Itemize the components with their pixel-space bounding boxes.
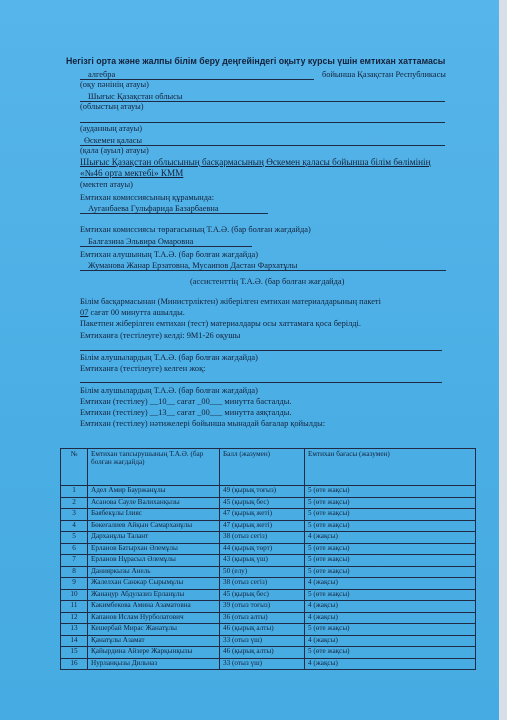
table-row bbox=[61, 486, 476, 498]
exam-end-line: Емтихан (тестілеу) __13__ сағат _00___ минутта аяқталды. bbox=[80, 408, 292, 417]
city-value: Өскемен қаласы bbox=[84, 136, 143, 145]
region-value: Шығыс Қазақстан облысы bbox=[88, 92, 183, 101]
subject-caption: (оқу пәнінің атауы) bbox=[80, 80, 149, 89]
student-name: Данияркызы Анель bbox=[88, 566, 220, 578]
commission-value: Ауганбаева Гульфарида Базарбаевна bbox=[88, 204, 219, 213]
grade: 5 (өте жақсы) bbox=[305, 520, 476, 532]
grade: 4 (жақсы) bbox=[305, 635, 476, 647]
protocol-heading: Негізгі орта және жалпы білім беру деңгейіндегі оқыту курсы үшін емтихан хаттамасы bbox=[66, 56, 446, 66]
open-hour: 07 bbox=[80, 308, 89, 317]
student-name: Какимбекова Амина Азаматовна bbox=[88, 601, 220, 613]
row-number: 2 bbox=[61, 497, 88, 509]
grade: 4 (жақсы) bbox=[305, 612, 476, 624]
arrived-line: Емтиханға (тестілеуге) келді: 9М1-26 оқушы bbox=[80, 331, 241, 340]
arrived-names-line bbox=[80, 350, 442, 351]
grade: 5 (өте жақсы) bbox=[305, 509, 476, 521]
score: 46 (қырық алты) bbox=[220, 624, 305, 636]
student-name: Қайырдина Айзере Жарқынқызы bbox=[88, 647, 220, 659]
row-number: 12 bbox=[61, 612, 88, 624]
learner-caption-2: Білім алушылардың Т.А.Ә. (бар болған жағдайда) bbox=[80, 386, 258, 395]
school-name-line1: Шығыс Қазақстан облысының басқармасының Өскемен қаласы бойынша білім бөлімінің bbox=[80, 157, 431, 167]
learner-caption-1: Білім алушылардың Т.А.Ә. (бар болған жағдайда) bbox=[80, 353, 258, 362]
table-row bbox=[61, 635, 476, 647]
score: 45 (қырық бес) bbox=[220, 497, 305, 509]
student-name: Ерланов Батырхан Әлемұлы bbox=[88, 543, 220, 555]
grade: 5 (өте жақсы) bbox=[305, 486, 476, 498]
assistant-caption: (ассистенттің Т.А.Ә. (бар болған жағдайда) bbox=[190, 277, 345, 286]
table-row bbox=[61, 612, 476, 624]
student-name: Жалелхан Санжар Сырымұлы bbox=[88, 578, 220, 590]
examiner-line bbox=[80, 270, 446, 271]
student-name: Ерланов Нұрасыл Әлемұлы bbox=[88, 555, 220, 567]
student-name: Асанова Сауле Валиханқызы bbox=[88, 497, 220, 509]
table-row bbox=[61, 589, 476, 601]
commission-label: Емтихан комиссиясының құрамында: bbox=[80, 193, 215, 202]
grade: 5 (өте жақсы) bbox=[305, 624, 476, 636]
table-row bbox=[61, 509, 476, 521]
materials-line3: Пакетпен жіберілген емтихан (тест) материалдары осы хаттамаға қоса берілді. bbox=[80, 319, 361, 328]
score: 47 (қырық жеті) bbox=[220, 520, 305, 532]
row-number: 4 bbox=[61, 520, 88, 532]
row-number: 1 bbox=[61, 486, 88, 498]
table-row bbox=[61, 658, 476, 670]
row-number: 16 bbox=[61, 658, 88, 670]
row-number: 9 bbox=[61, 578, 88, 590]
scanner-edge bbox=[499, 0, 507, 720]
table-row bbox=[61, 578, 476, 590]
city-caption: (қала (ауыл) атауы) bbox=[80, 146, 149, 155]
grade: 5 (өте жақсы) bbox=[305, 589, 476, 601]
score: 33 (отыз үш) bbox=[220, 635, 305, 647]
table-row bbox=[61, 520, 476, 532]
header-number: № bbox=[61, 449, 88, 486]
row-number: 6 bbox=[61, 543, 88, 555]
score: 36 (отыз алты) bbox=[220, 612, 305, 624]
student-name: Кешербай Мирас Жанатұлы bbox=[88, 624, 220, 636]
chair-label: Емтихан комиссиясы төрағасының Т.А.Ә. (бар болған жағдайда) bbox=[80, 225, 311, 234]
score: 46 (қырық алты) bbox=[220, 647, 305, 659]
header-grade: Емтихан бағасы (жазумен) bbox=[305, 449, 476, 486]
row-number: 10 bbox=[61, 589, 88, 601]
score: 39 (отыз тоғыз) bbox=[220, 601, 305, 613]
region-caption: (облыстың атауы) bbox=[80, 102, 144, 111]
examiner-value: Жуманова Жанар Ерзатовна, Мусаипов Дастан Фархатұлы bbox=[88, 261, 298, 270]
absent-line: Емтиханға (тестілеуге) келген жоқ: bbox=[80, 364, 206, 373]
subject-suffix: бойынша Қазақстан Республикасы bbox=[322, 70, 446, 79]
district-line bbox=[80, 122, 445, 123]
student-name: Капанов Ислам Нурболатович bbox=[88, 612, 220, 624]
student-name: Дарханұлы Талант bbox=[88, 532, 220, 544]
table-header-row bbox=[61, 449, 476, 486]
grade: 5 (өте жақсы) bbox=[305, 555, 476, 567]
score: 44 (қырық төрт) bbox=[220, 543, 305, 555]
student-name: Бөкеғалиев Айқын Самарханұлы bbox=[88, 520, 220, 532]
chair-line bbox=[80, 246, 252, 247]
score: 38 (отыз сегіз) bbox=[220, 578, 305, 590]
results-table-body bbox=[61, 486, 476, 670]
table-row bbox=[61, 555, 476, 567]
school-name-line2: «№46 орта мектебі» КММ bbox=[80, 168, 184, 178]
school-caption: (мектеп атауы) bbox=[80, 180, 133, 189]
row-number: 11 bbox=[61, 601, 88, 613]
examiner-label: Емтихан алушының Т.А.Ә. (бар болған жағдайда) bbox=[80, 250, 259, 259]
commission-line bbox=[80, 213, 268, 214]
table-row bbox=[61, 647, 476, 659]
header-score: Балл (жазумен) bbox=[220, 449, 305, 486]
student-name: Жанаңур Абдулазиз Ерланұлы bbox=[88, 589, 220, 601]
table-row bbox=[61, 601, 476, 613]
grade: 4 (жақсы) bbox=[305, 532, 476, 544]
absent-names-line bbox=[80, 382, 442, 383]
student-name: Қанатұлы Азамат bbox=[88, 635, 220, 647]
table-row bbox=[61, 566, 476, 578]
chair-value: Балгазина Эльвира Омаровна bbox=[88, 237, 194, 246]
score: 38 (отыз сегіз) bbox=[220, 532, 305, 544]
score: 45 (қырық бес) bbox=[220, 589, 305, 601]
student-name: Нурланқызы Дильназ bbox=[88, 658, 220, 670]
row-number: 8 bbox=[61, 566, 88, 578]
table-row bbox=[61, 624, 476, 636]
results-table bbox=[60, 448, 476, 670]
opened-text: сағат 00 минутта ашылды. bbox=[90, 308, 185, 317]
row-number: 14 bbox=[61, 635, 88, 647]
results-line: Емтихан (тестілеу) нәтижелері бойынша мынадай бағалар қойылды: bbox=[80, 419, 326, 428]
score: 33 (отыз үш) bbox=[220, 658, 305, 670]
score: 49 (қырық тоғыз) bbox=[220, 486, 305, 498]
materials-line2 bbox=[80, 308, 185, 318]
student-name: Адел Амир Бауржанұлы bbox=[88, 486, 220, 498]
row-number: 15 bbox=[61, 647, 88, 659]
table-row bbox=[61, 532, 476, 544]
table-row bbox=[61, 497, 476, 509]
subject-value: алгебра bbox=[88, 70, 116, 79]
header-student-name: Емтихан тапсырушының Т.А.Ә. (бар болған жағдайда) bbox=[88, 449, 220, 486]
row-number: 7 bbox=[61, 555, 88, 567]
grade: 5 (өте жақсы) bbox=[305, 497, 476, 509]
materials-line1: Білім басқармасынан (Министрліктен) жіберілген емтихан материалдарының пакеті bbox=[80, 297, 381, 306]
score: 50 (елу) bbox=[220, 566, 305, 578]
student-name: Баябекұлы Ілияс bbox=[88, 509, 220, 521]
score: 47 (қырық жеті) bbox=[220, 509, 305, 521]
district-caption: (ауданның атауы) bbox=[80, 124, 143, 133]
exam-start-line: Емтихан (тестілеу) __10__ сағат _00___ минутта басталды. bbox=[80, 397, 292, 406]
grade: 5 (өте жақсы) bbox=[305, 647, 476, 659]
row-number: 13 bbox=[61, 624, 88, 636]
grade: 4 (жақсы) bbox=[305, 658, 476, 670]
grade: 4 (жақсы) bbox=[305, 601, 476, 613]
row-number: 3 bbox=[61, 509, 88, 521]
row-number: 5 bbox=[61, 532, 88, 544]
grade: 5 (өте жақсы) bbox=[305, 543, 476, 555]
grade: 5 (өте жақсы) bbox=[305, 566, 476, 578]
table-row bbox=[61, 543, 476, 555]
grade: 4 (жақсы) bbox=[305, 578, 476, 590]
score: 43 (қырық үш) bbox=[220, 555, 305, 567]
